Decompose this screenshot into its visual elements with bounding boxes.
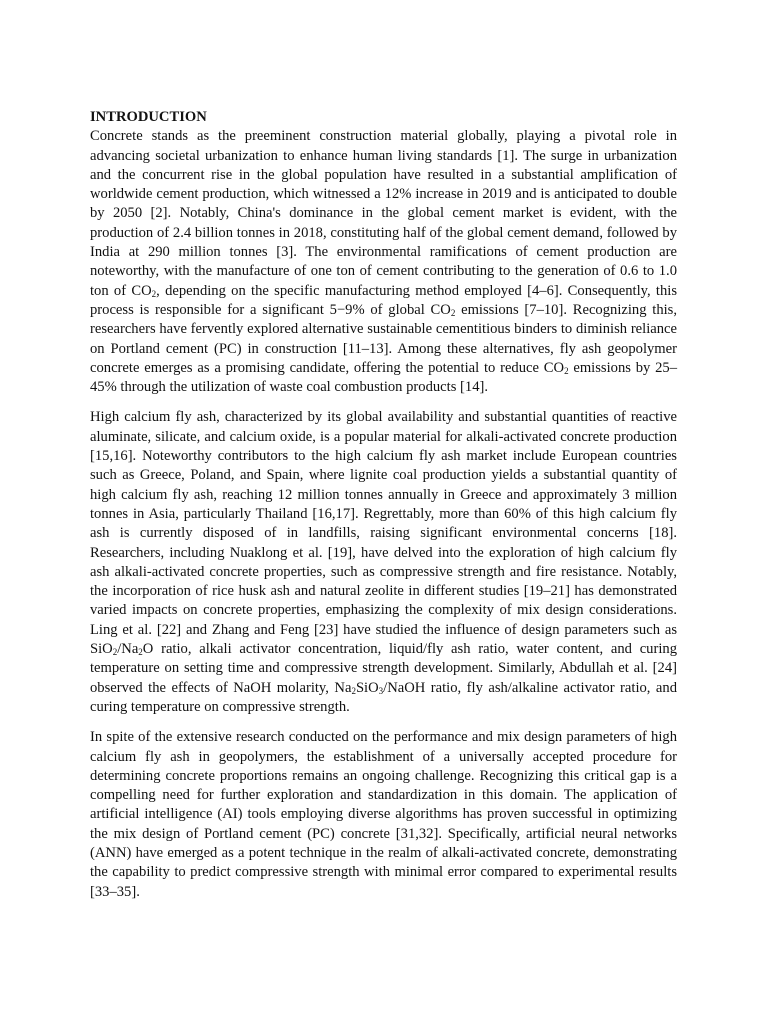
- paragraph: [90, 127, 677, 397]
- subscript-text: 2: [151, 288, 157, 299]
- paragraph-text: High calcium fly ash, characterized by its global availability and substantial quantities of reactive aluminate, silicate, and calcium oxide, is a popular material for alkali-activated concrete production [15,16]. Noteworthy contributors to the high calcium fly ash market include European countries such as Greece, Poland, and Spain, where lignite coal production yields a substantial quantity of high calcium fly ash, reaching 12 million tonnes annually in Greece and approximately 3 million tonnes in Asia, particularly Thailand [16,17]. Regrettably, more than 60% of this high calcium fly ash is currently disposed of in landfills, raising significant environmental concerns [18]. Researchers, including Nuaklong et al. [19], have delved into the exploration of high calcium fly ash alkali-activated concrete properties, such as compressive strength and fire resistance. Notably, the incorporation of rice husk ash and natural zeolite in different studies [19–21] has demonstrated varied impacts on concrete properties, emphasizing the complexity of mix design considerations. Ling et al. [22] and Zhang and Feng [23] have studied the influence of design parameters such as SiO: [90, 409, 677, 658]
- paragraph-text: Concrete stands as the preeminent construction material globally, playing a pivotal role in advancing societal urbanization to enhance human living standards [1]. The surge in urbanization and the concurrent rise in the global population have resulted in a substantial amplification of worldwide cement production, which witnessed a 12% increase in 2019 and is anticipated to double by 2050 [2]. Notably, China's dominance in the global cement market is evident, with the production of 2.4 billion tonnes in 2018, constituting half of the global cement demand, followed by India at 290 million tonnes [3]. The environmental ramifications of cement production are noteworthy, with the manufacture of one ton of cement contributing to the generation of 0.6 to 1.0 ton of CO: [90, 128, 677, 299]
- document-body: [90, 127, 677, 902]
- paragraph-text: SiO: [355, 679, 379, 696]
- subscript-text: 2: [564, 365, 569, 376]
- paragraph-text: emissions by 25–45% through the utilization of waste coal combustion products [14].: [90, 359, 678, 396]
- subscript-text: 2: [450, 307, 456, 318]
- paragraph: [90, 728, 677, 902]
- section-heading: INTRODUCTION: [90, 109, 207, 125]
- subscript-text: 3: [378, 685, 384, 696]
- paragraph-text: /Na: [117, 641, 139, 658]
- paragraph-text: /NaOH ratio, fly ash/alkaline activator ratio, and curing temperature on compressive strength.: [90, 679, 677, 715]
- subscript-text: 2: [112, 647, 118, 658]
- paragraph-text: emissions [7–10]. Recognizing this, researchers have fervently explored alternative sustainable cementitious binders to diminish reliance on Portland cement (PC) in construction [11–13]. Among these alternatives, fly ash geopolymer concrete emerges as a promising candidate, offering the potential to reduce CO: [90, 301, 677, 376]
- subscript-text: 2: [138, 647, 143, 658]
- paragraph-text: , depending on the specific manufacturing method employed [4–6]. Consequently, this process is responsible for a significant 5−9% of global CO: [90, 282, 677, 318]
- subscript-text: 2: [351, 685, 356, 696]
- paragraph-text: In spite of the extensive research conducted on the performance and mix design parameters of high calcium fly ash in geopolymers, the establishment of a universally accepted procedure for determining concrete proportions remains an ongoing challenge. Recognizing this critical gap is a compelling need for further exploration and standardization in this domain. The application of artificial intelligence (AI) tools employing diverse algorithms has proven successful in optimizing the mix design of Portland cement (PC) concrete [31,32]. Specifically, artificial neural networks (ANN) have emerged as a potent technique in the realm of alkali-activated concrete, demonstrating the capability to predict compressive strength with minimal error compared to experimental results [33–35].: [90, 729, 677, 900]
- document-page: [90, 108, 677, 913]
- paragraph-text: O ratio, alkali activator concentration, liquid/fly ash ratio, water content, and curing temperature on setting time and compressive strength development. Similarly, Abdullah et al. [24] observed the effects of NaOH molarity, Na: [90, 641, 677, 696]
- paragraph: [90, 408, 677, 717]
